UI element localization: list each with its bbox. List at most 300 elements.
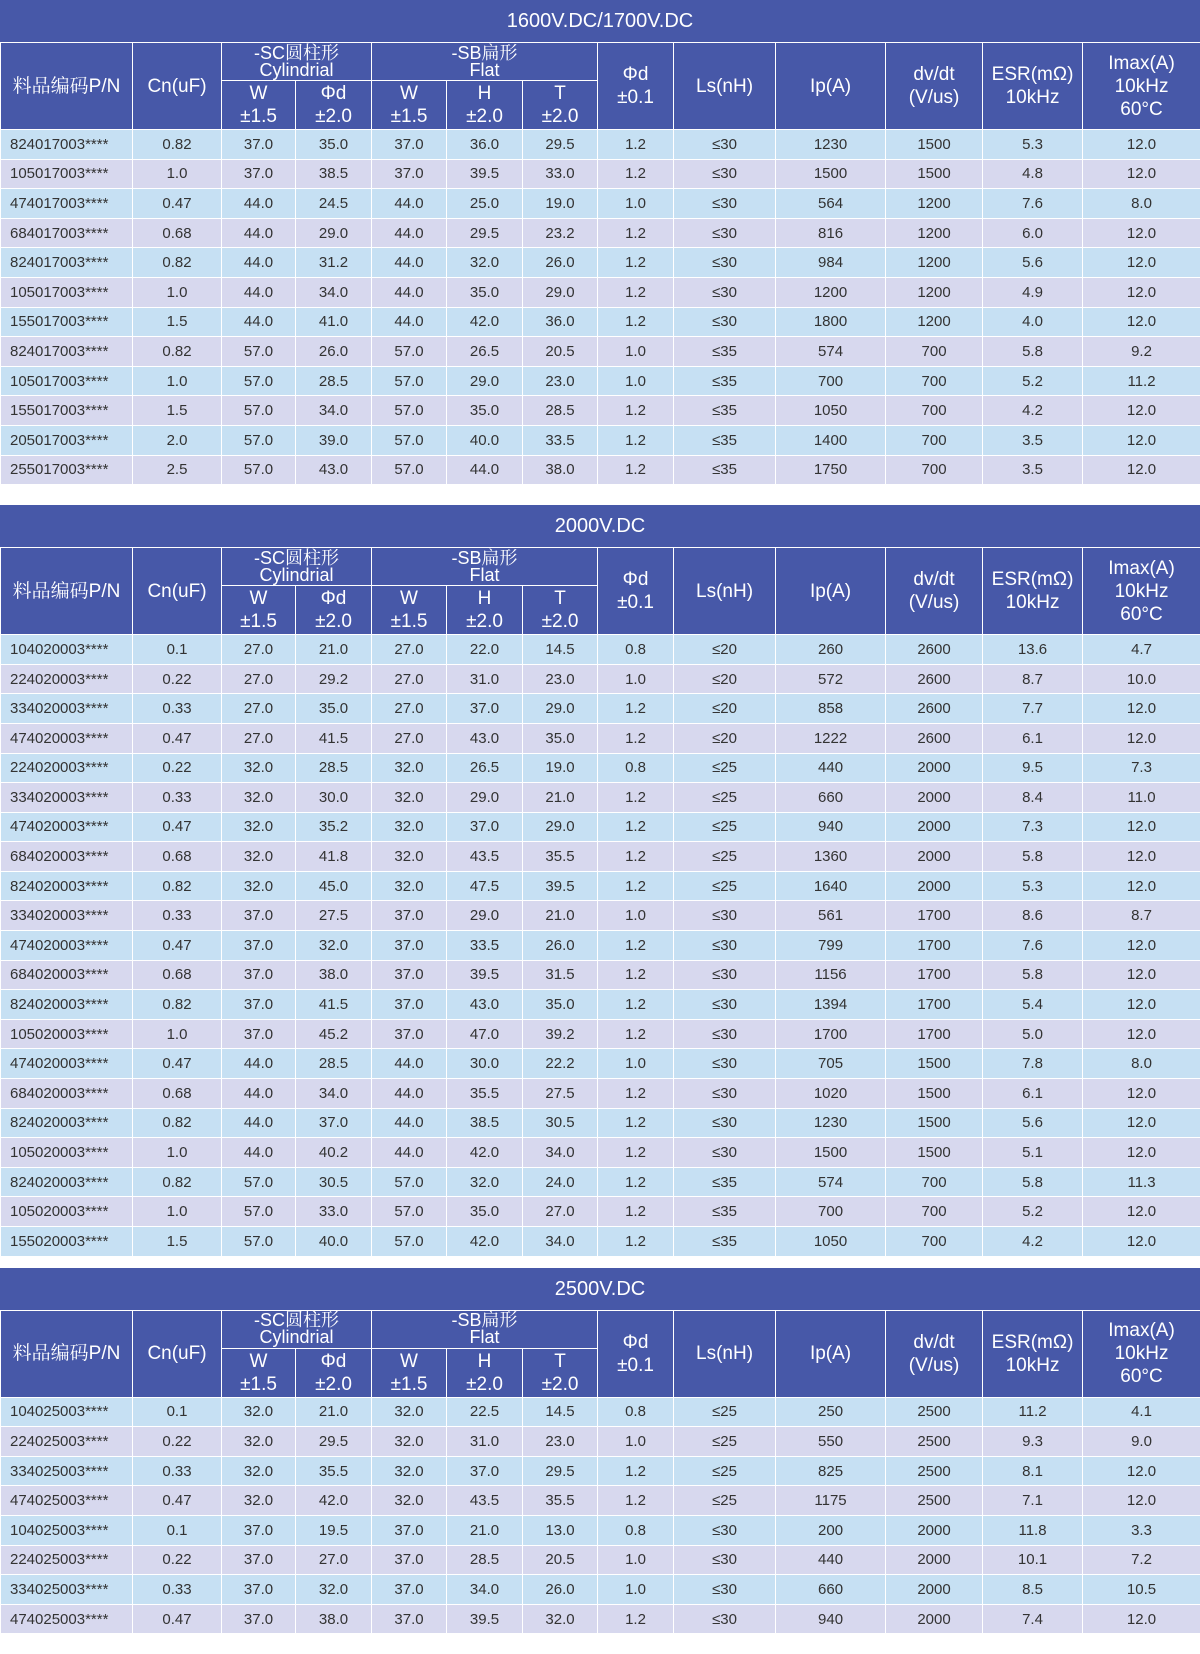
- spec-table: [0, 547, 1200, 1256]
- cell-sb-thickness: 20.5: [523, 337, 598, 367]
- cell-esr: 7.6: [983, 189, 1083, 219]
- cell-sb-thickness: 29.0: [523, 812, 598, 842]
- cell-sb-width: 37.0: [372, 931, 447, 961]
- header-sb-thickness: [523, 81, 598, 130]
- cell-lead-diameter: 1.0: [598, 664, 674, 694]
- cell-sc-width: 37.0: [222, 1604, 296, 1634]
- cell-imax: 12.0: [1083, 277, 1200, 307]
- cell-sb-thickness: 26.0: [523, 248, 598, 278]
- table-row: [1, 635, 1200, 665]
- cell-lead-diameter: 1.2: [598, 425, 674, 455]
- cell-inductance: ≤30: [674, 1545, 776, 1575]
- cell-sb-height: 44.0: [447, 455, 523, 485]
- cell-capacitance: 2.5: [133, 455, 222, 485]
- header-sc-width-label: W: [249, 588, 268, 610]
- cell-peak-current: 1800: [776, 307, 886, 337]
- cell-inductance: ≤30: [674, 1079, 776, 1109]
- cell-capacitance: 0.82: [133, 1108, 222, 1138]
- header-imax: [1083, 548, 1200, 635]
- header-inductance: Ls(nH): [674, 548, 776, 635]
- cell-peak-current: 858: [776, 694, 886, 724]
- cell-capacitance: 0.47: [133, 931, 222, 961]
- table-row: [1, 1049, 1200, 1079]
- cell-part-number: 474017003****: [1, 189, 133, 219]
- header-dvdt: [886, 43, 983, 130]
- table-row: [1, 425, 1200, 455]
- cell-imax: 12.0: [1083, 931, 1200, 961]
- cell-inductance: ≤30: [674, 1108, 776, 1138]
- cell-sb-width: 32.0: [372, 1486, 447, 1516]
- cell-peak-current: 564: [776, 189, 886, 219]
- cell-sb-thickness: 19.0: [523, 189, 598, 219]
- cell-lead-diameter: 1.2: [598, 248, 674, 278]
- cell-peak-current: 1500: [776, 159, 886, 189]
- header-sb-height: [447, 586, 523, 635]
- cell-capacitance: 0.33: [133, 1575, 222, 1605]
- cell-sc-width: 37.0: [222, 1575, 296, 1605]
- header-sb-label: -SB扁形: [451, 1310, 518, 1331]
- cell-lead-diameter: 1.2: [598, 842, 674, 872]
- table-row: [1, 337, 1200, 367]
- cell-sb-thickness: 26.0: [523, 1575, 598, 1605]
- header-esr: [983, 1310, 1083, 1397]
- cell-sb-thickness: 29.5: [523, 130, 598, 160]
- cell-esr: 7.8: [983, 1049, 1083, 1079]
- cell-lead-diameter: 1.2: [598, 277, 674, 307]
- cell-lead-diameter: 1.2: [598, 931, 674, 961]
- cell-esr: 7.1: [983, 1486, 1083, 1516]
- cell-peak-current: 940: [776, 812, 886, 842]
- section-1600v: [0, 0, 1200, 485]
- table-row: [1, 218, 1200, 248]
- header-sc-cylindrical: [222, 1310, 372, 1348]
- cell-imax: 12.0: [1083, 1197, 1200, 1227]
- header-sc-width-tol: ±1.5: [240, 106, 277, 127]
- header-part-number: 料品编码P/N: [1, 43, 133, 130]
- cell-esr: 4.9: [983, 277, 1083, 307]
- header-imax-freq: 10kHz: [1114, 1343, 1169, 1365]
- cell-sc-diameter: 34.0: [296, 277, 372, 307]
- table-row: [1, 1019, 1200, 1049]
- cell-sc-diameter: 30.0: [296, 783, 372, 813]
- cell-lead-diameter: 1.2: [598, 990, 674, 1020]
- cell-dvdt: 700: [886, 1227, 983, 1257]
- cell-dvdt: 2500: [886, 1427, 983, 1457]
- table-row: [1, 1167, 1200, 1197]
- header-sb-flat: [372, 548, 598, 586]
- header-sc-diameter-label: Φd: [320, 588, 347, 610]
- cell-peak-current: 1500: [776, 1138, 886, 1168]
- cell-dvdt: 1500: [886, 1108, 983, 1138]
- header-sb-thickness-tol: ±2.0: [541, 1373, 579, 1395]
- cell-dvdt: 1500: [886, 1079, 983, 1109]
- cell-sb-height: 37.0: [447, 812, 523, 842]
- header-sb-flat: [372, 43, 598, 81]
- cell-sb-width: 37.0: [372, 1604, 447, 1634]
- cell-imax: 9.0: [1083, 1427, 1200, 1457]
- cell-imax: 7.2: [1083, 1545, 1200, 1575]
- cell-inductance: ≤30: [674, 307, 776, 337]
- cell-dvdt: 700: [886, 1167, 983, 1197]
- cell-capacitance: 1.0: [133, 1138, 222, 1168]
- header-sb-thickness: [523, 1348, 598, 1397]
- cell-sb-width: 57.0: [372, 1227, 447, 1257]
- cell-lead-diameter: 1.2: [598, 455, 674, 485]
- cell-peak-current: 705: [776, 1049, 886, 1079]
- cell-part-number: 824017003****: [1, 130, 133, 160]
- cell-dvdt: 2000: [886, 1575, 983, 1605]
- cell-sb-width: 57.0: [372, 455, 447, 485]
- header-lead-diameter: [598, 43, 674, 130]
- cell-capacitance: 0.82: [133, 248, 222, 278]
- cell-sb-height: 22.5: [447, 1397, 523, 1427]
- cell-sb-width: 44.0: [372, 218, 447, 248]
- cell-lead-diameter: 1.2: [598, 1227, 674, 1257]
- header-sb-thickness-label: T: [554, 1350, 566, 1372]
- table-row: [1, 277, 1200, 307]
- cell-sb-thickness: 19.0: [523, 753, 598, 783]
- cell-dvdt: 1700: [886, 931, 983, 961]
- cell-capacitance: 2.0: [133, 425, 222, 455]
- cell-sb-width: 37.0: [372, 1575, 447, 1605]
- cell-capacitance: 1.0: [133, 1019, 222, 1049]
- cell-imax: 12.0: [1083, 248, 1200, 278]
- header-sb-thickness-tol: ±2.0: [541, 611, 579, 633]
- header-sc-diameter: [296, 81, 372, 130]
- cell-peak-current: 1156: [776, 960, 886, 990]
- cell-part-number: 474020003****: [1, 931, 133, 961]
- cell-part-number: 824020003****: [1, 1167, 133, 1197]
- cell-lead-diameter: 0.8: [598, 1397, 674, 1427]
- cell-inductance: ≤35: [674, 396, 776, 426]
- cell-peak-current: 1360: [776, 842, 886, 872]
- cell-inductance: ≤35: [674, 366, 776, 396]
- spec-table: [0, 42, 1200, 485]
- cell-capacitance: 1.0: [133, 1197, 222, 1227]
- cell-sc-width: 44.0: [222, 307, 296, 337]
- header-lead-diameter-label: Φd: [622, 569, 649, 591]
- cell-sc-width: 44.0: [222, 1108, 296, 1138]
- cell-esr: 8.6: [983, 901, 1083, 931]
- cell-part-number: 224025003****: [1, 1427, 133, 1457]
- cell-part-number: 334020003****: [1, 901, 133, 931]
- cell-sb-width: 32.0: [372, 753, 447, 783]
- cell-sc-width: 37.0: [222, 130, 296, 160]
- cell-capacitance: 1.0: [133, 366, 222, 396]
- table-row: [1, 1397, 1200, 1427]
- cell-sc-width: 32.0: [222, 1397, 296, 1427]
- header-esr-freq: 10kHz: [1005, 592, 1060, 614]
- cell-imax: 12.0: [1083, 1019, 1200, 1049]
- cell-sc-diameter: 45.2: [296, 1019, 372, 1049]
- cell-esr: 5.4: [983, 990, 1083, 1020]
- cell-sc-width: 27.0: [222, 694, 296, 724]
- cell-sb-width: 44.0: [372, 189, 447, 219]
- cell-part-number: 334020003****: [1, 694, 133, 724]
- cell-peak-current: 1750: [776, 455, 886, 485]
- cell-lead-diameter: 1.0: [598, 366, 674, 396]
- cell-sb-thickness: 23.0: [523, 366, 598, 396]
- header-sb-width-tol: ±1.5: [390, 106, 428, 127]
- cell-peak-current: 940: [776, 1604, 886, 1634]
- header-sb-label: -SB扁形: [451, 42, 518, 63]
- cell-sb-thickness: 26.0: [523, 931, 598, 961]
- cell-dvdt: 2600: [886, 723, 983, 753]
- cell-lead-diameter: 1.2: [598, 1019, 674, 1049]
- cell-inductance: ≤20: [674, 723, 776, 753]
- cell-capacitance: 0.47: [133, 189, 222, 219]
- cell-sc-width: 32.0: [222, 783, 296, 813]
- table-row: [1, 1456, 1200, 1486]
- header-lead-diameter-tol: ±0.1: [617, 1354, 654, 1376]
- cell-sc-diameter: 21.0: [296, 635, 372, 665]
- cell-sb-width: 57.0: [372, 1197, 447, 1227]
- cell-dvdt: 2000: [886, 1515, 983, 1545]
- cell-imax: 12.0: [1083, 1138, 1200, 1168]
- cell-sc-width: 32.0: [222, 753, 296, 783]
- cell-sb-height: 29.0: [447, 366, 523, 396]
- cell-sb-height: 38.5: [447, 1108, 523, 1138]
- cell-sc-width: 37.0: [222, 990, 296, 1020]
- header-sb-width: [372, 81, 447, 130]
- cell-imax: 8.0: [1083, 1049, 1200, 1079]
- cell-capacitance: 0.68: [133, 218, 222, 248]
- cell-dvdt: 2500: [886, 1486, 983, 1516]
- cell-sc-diameter: 32.0: [296, 931, 372, 961]
- cell-capacitance: 0.33: [133, 783, 222, 813]
- section-title: 2500V.DC: [0, 1268, 1200, 1310]
- cell-part-number: 334025003****: [1, 1575, 133, 1605]
- cell-sb-width: 57.0: [372, 396, 447, 426]
- cell-capacitance: 0.33: [133, 694, 222, 724]
- cell-peak-current: 260: [776, 635, 886, 665]
- cell-lead-diameter: 1.0: [598, 1427, 674, 1457]
- cell-capacitance: 1.0: [133, 159, 222, 189]
- cell-sb-height: 21.0: [447, 1515, 523, 1545]
- cell-sb-thickness: 27.0: [523, 1197, 598, 1227]
- cell-capacitance: 1.5: [133, 307, 222, 337]
- cell-dvdt: 2000: [886, 1545, 983, 1575]
- table-row: [1, 664, 1200, 694]
- cell-esr: 5.3: [983, 130, 1083, 160]
- cell-dvdt: 1500: [886, 1138, 983, 1168]
- cell-sb-width: 37.0: [372, 990, 447, 1020]
- cell-inductance: ≤25: [674, 812, 776, 842]
- spec-table-body: [1, 130, 1200, 485]
- cell-sc-width: 37.0: [222, 960, 296, 990]
- cell-imax: 12.0: [1083, 871, 1200, 901]
- header-peak-current: Ip(A): [776, 43, 886, 130]
- cell-dvdt: 1700: [886, 990, 983, 1020]
- cell-capacitance: 0.1: [133, 1515, 222, 1545]
- cell-sb-thickness: 34.0: [523, 1138, 598, 1168]
- cell-sb-height: 42.0: [447, 1138, 523, 1168]
- cell-part-number: 684017003****: [1, 218, 133, 248]
- cell-sc-width: 57.0: [222, 425, 296, 455]
- header-sb-thickness: [523, 586, 598, 635]
- cell-sc-width: 37.0: [222, 1019, 296, 1049]
- header-imax-freq: 10kHz: [1114, 75, 1169, 97]
- cell-sb-width: 37.0: [372, 1545, 447, 1575]
- cell-dvdt: 1200: [886, 307, 983, 337]
- table-row: [1, 366, 1200, 396]
- cell-inductance: ≤35: [674, 337, 776, 367]
- cell-sb-thickness: 23.0: [523, 1427, 598, 1457]
- table-row: [1, 189, 1200, 219]
- header-sb-flat: [372, 1310, 598, 1348]
- cell-dvdt: 2000: [886, 871, 983, 901]
- header-esr-freq: 10kHz: [1005, 87, 1060, 108]
- cell-peak-current: 660: [776, 783, 886, 813]
- cell-sc-diameter: 45.0: [296, 871, 372, 901]
- cell-sc-diameter: 37.0: [296, 1108, 372, 1138]
- cell-inductance: ≤30: [674, 159, 776, 189]
- cell-sb-height: 29.5: [447, 218, 523, 248]
- cell-sb-height: 35.5: [447, 1079, 523, 1109]
- cell-esr: 5.2: [983, 1197, 1083, 1227]
- cell-imax: 10.0: [1083, 664, 1200, 694]
- cell-esr: 13.6: [983, 635, 1083, 665]
- table-row: [1, 1227, 1200, 1257]
- header-sc-en: Cylindrial: [259, 1327, 334, 1348]
- header-lead-diameter-label: Φd: [622, 64, 649, 85]
- cell-sb-height: 47.5: [447, 871, 523, 901]
- cell-part-number: 474020003****: [1, 723, 133, 753]
- cell-peak-current: 1050: [776, 1227, 886, 1257]
- cell-dvdt: 2500: [886, 1456, 983, 1486]
- cell-esr: 4.0: [983, 307, 1083, 337]
- cell-sc-diameter: 21.0: [296, 1397, 372, 1427]
- cell-dvdt: 700: [886, 337, 983, 367]
- header-sc-cylindrical: [222, 548, 372, 586]
- cell-sb-height: 31.0: [447, 1427, 523, 1457]
- cell-sb-height: 29.0: [447, 901, 523, 931]
- header-sc-width: [222, 1348, 296, 1397]
- spec-table: [0, 1310, 1200, 1635]
- header-imax-temp: 60°C: [1120, 1366, 1163, 1388]
- header-sc-diameter: [296, 1348, 372, 1397]
- cell-imax: 12.0: [1083, 1079, 1200, 1109]
- cell-sb-width: 57.0: [372, 1167, 447, 1197]
- cell-sb-height: 39.5: [447, 960, 523, 990]
- cell-esr: 4.8: [983, 159, 1083, 189]
- cell-part-number: 474020003****: [1, 812, 133, 842]
- cell-sc-diameter: 41.0: [296, 307, 372, 337]
- cell-esr: 3.5: [983, 455, 1083, 485]
- header-sc-diameter-label: Φd: [320, 83, 347, 104]
- cell-sb-height: 36.0: [447, 130, 523, 160]
- cell-peak-current: 660: [776, 1575, 886, 1605]
- cell-dvdt: 1500: [886, 159, 983, 189]
- cell-sb-width: 57.0: [372, 425, 447, 455]
- cell-sb-height: 39.5: [447, 159, 523, 189]
- table-row: [1, 1079, 1200, 1109]
- cell-peak-current: 1400: [776, 425, 886, 455]
- cell-sb-width: 32.0: [372, 1427, 447, 1457]
- cell-peak-current: 984: [776, 248, 886, 278]
- header-lead-diameter-tol: ±0.1: [617, 87, 654, 108]
- header-sb-height-tol: ±2.0: [466, 1373, 503, 1395]
- cell-sc-width: 37.0: [222, 901, 296, 931]
- cell-peak-current: 825: [776, 1456, 886, 1486]
- header-sb-height-label: H: [477, 588, 492, 610]
- header-lead-diameter-tol: ±0.1: [617, 592, 654, 614]
- cell-part-number: 155020003****: [1, 1227, 133, 1257]
- cell-capacitance: 0.1: [133, 635, 222, 665]
- header-part-number: 料品编码P/N: [1, 548, 133, 635]
- table-row: [1, 1138, 1200, 1168]
- header-sc-label: -SC圆柱形: [254, 1310, 339, 1331]
- cell-sc-width: 32.0: [222, 842, 296, 872]
- cell-sc-diameter: 30.5: [296, 1167, 372, 1197]
- cell-part-number: 474025003****: [1, 1486, 133, 1516]
- table-row: [1, 694, 1200, 724]
- cell-sb-height: 31.0: [447, 664, 523, 694]
- cell-lead-diameter: 1.2: [598, 307, 674, 337]
- cell-sb-height: 37.0: [447, 1456, 523, 1486]
- cell-part-number: 684020003****: [1, 960, 133, 990]
- cell-sb-width: 44.0: [372, 1108, 447, 1138]
- table-row: [1, 1575, 1200, 1605]
- cell-lead-diameter: 1.2: [598, 960, 674, 990]
- header-lead-diameter: [598, 548, 674, 635]
- cell-part-number: 224020003****: [1, 664, 133, 694]
- header-dvdt-label: dv/dt: [913, 64, 955, 85]
- cell-sc-diameter: 31.2: [296, 248, 372, 278]
- cell-sb-thickness: 24.0: [523, 1167, 598, 1197]
- cell-sc-width: 32.0: [222, 871, 296, 901]
- cell-sc-diameter: 28.5: [296, 366, 372, 396]
- table-row: [1, 1486, 1200, 1516]
- cell-lead-diameter: 1.0: [598, 1545, 674, 1575]
- cell-sc-diameter: 28.5: [296, 753, 372, 783]
- cell-sc-width: 44.0: [222, 189, 296, 219]
- cell-sb-height: 39.5: [447, 1604, 523, 1634]
- cell-lead-diameter: 1.2: [598, 396, 674, 426]
- cell-esr: 8.5: [983, 1575, 1083, 1605]
- cell-capacitance: 0.33: [133, 1456, 222, 1486]
- header-sb-thickness-tol: ±2.0: [541, 106, 579, 127]
- header-lead-diameter-label: Φd: [622, 1331, 649, 1353]
- cell-sb-thickness: 29.0: [523, 694, 598, 724]
- cell-sb-height: 43.5: [447, 842, 523, 872]
- cell-lead-diameter: 1.2: [598, 694, 674, 724]
- cell-sb-thickness: 23.0: [523, 664, 598, 694]
- cell-capacitance: 0.68: [133, 1079, 222, 1109]
- cell-sc-width: 57.0: [222, 337, 296, 367]
- cell-esr: 5.0: [983, 1019, 1083, 1049]
- cell-dvdt: 1700: [886, 901, 983, 931]
- cell-inductance: ≤25: [674, 871, 776, 901]
- header-capacitance: Cn(uF): [133, 548, 222, 635]
- cell-imax: 12.0: [1083, 425, 1200, 455]
- cell-sc-diameter: 29.0: [296, 218, 372, 248]
- cell-sc-width: 37.0: [222, 159, 296, 189]
- cell-part-number: 824017003****: [1, 337, 133, 367]
- cell-sc-diameter: 32.0: [296, 1575, 372, 1605]
- cell-inductance: ≤30: [674, 1019, 776, 1049]
- header-sc-diameter-tol: ±2.0: [315, 106, 352, 127]
- cell-esr: 8.1: [983, 1456, 1083, 1486]
- cell-sb-width: 57.0: [372, 366, 447, 396]
- cell-capacitance: 0.22: [133, 753, 222, 783]
- cell-lead-diameter: 1.2: [598, 783, 674, 813]
- cell-sb-thickness: 35.5: [523, 1486, 598, 1516]
- section-title: 1600V.DC/1700V.DC: [0, 0, 1200, 42]
- cell-sb-height: 35.0: [447, 277, 523, 307]
- cell-peak-current: 1230: [776, 130, 886, 160]
- cell-dvdt: 1500: [886, 1049, 983, 1079]
